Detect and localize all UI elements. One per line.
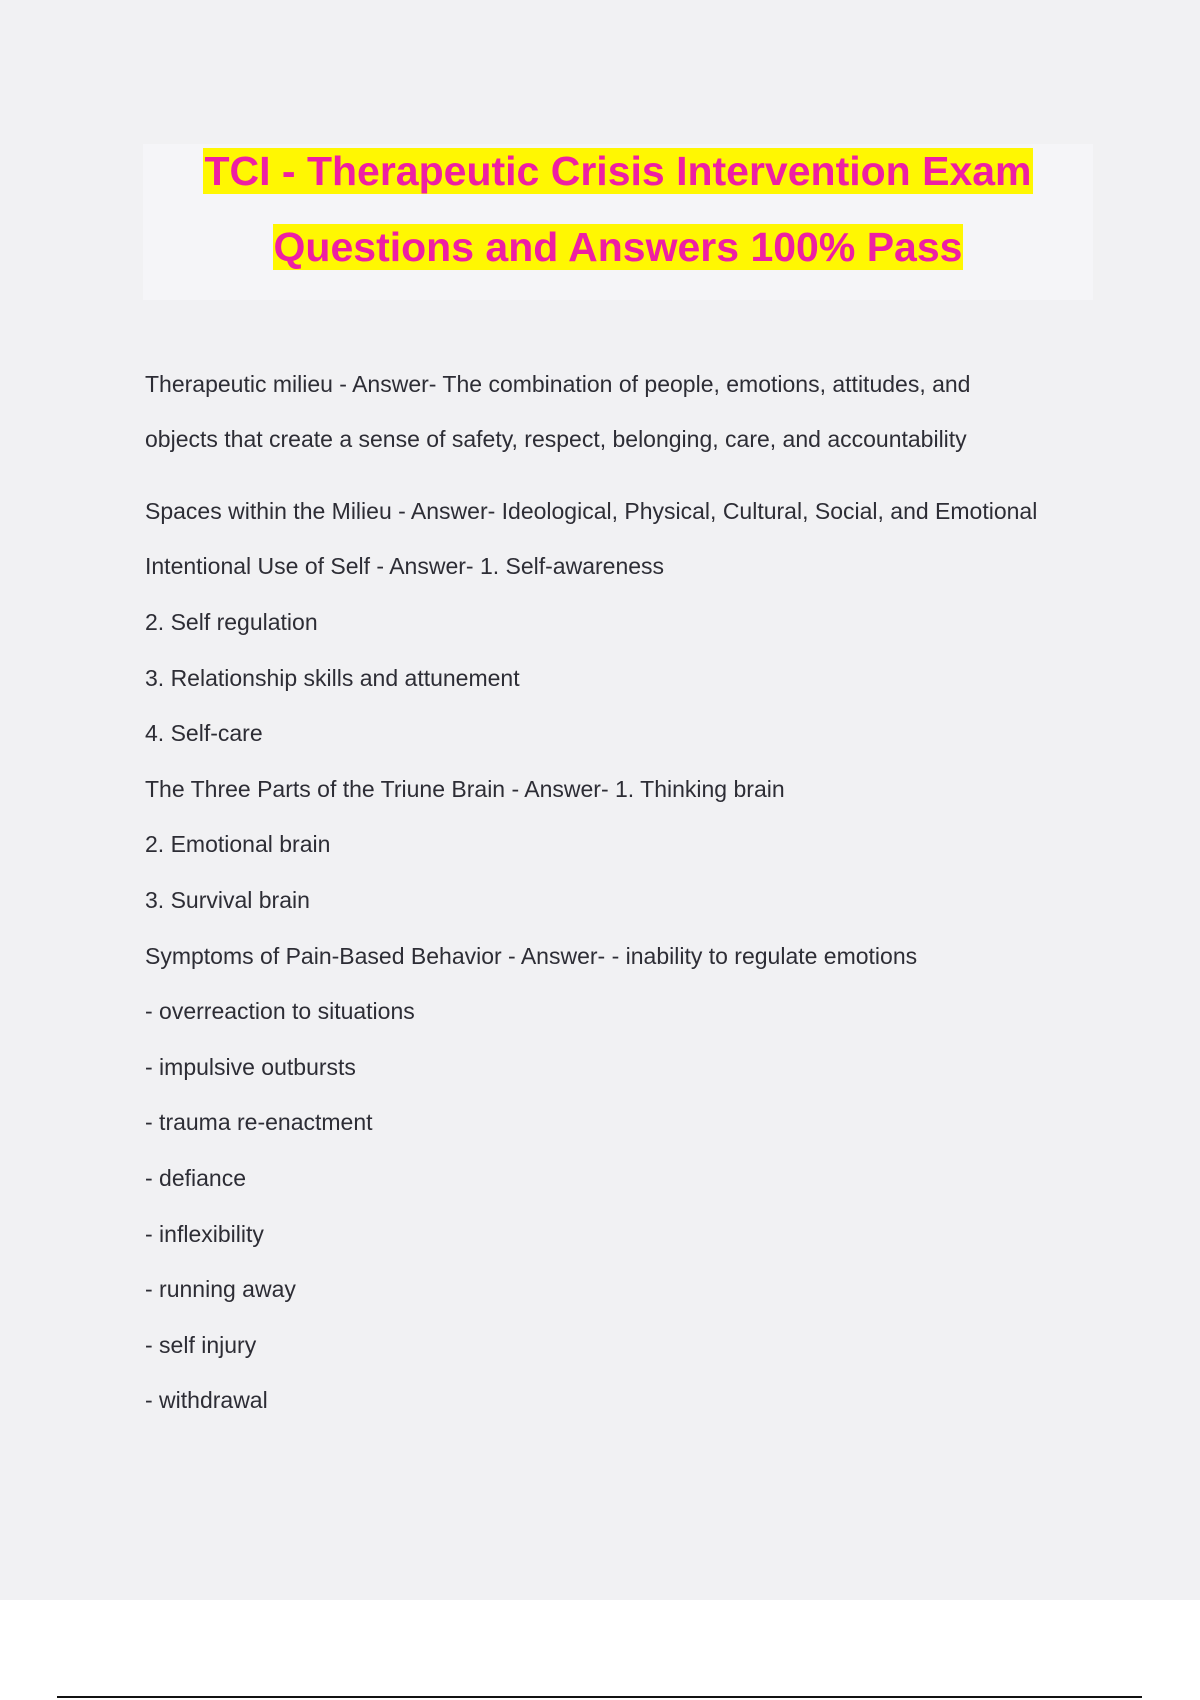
text-line: - impulsive outbursts [145, 1054, 356, 1080]
text-line: Therapeutic milieu - Answer- The combination of people, emotions, attitudes, and [145, 371, 971, 397]
text-line: - self injury [145, 1332, 257, 1358]
footer-divider [57, 1696, 1142, 1698]
text-line: The Three Parts of the Triune Brain - Answer- 1. Thinking brain [145, 776, 785, 802]
text-line: 2. Emotional brain [145, 831, 331, 857]
text-line: Intentional Use of Self - Answer- 1. Self-awareness [145, 553, 665, 579]
title-highlight-2: Questions and Answers 100% Pass [273, 224, 963, 270]
text-line: 4. Self-care [145, 720, 263, 746]
text-line: - running away [145, 1276, 296, 1302]
document-title-line-1 [143, 146, 1093, 196]
text-line: - overreaction to situations [145, 998, 415, 1024]
text-line: objects that create a sense of safety, respect, belonging, care, and accountability [145, 426, 967, 452]
page-footer [0, 1600, 1200, 1700]
text-line: 3. Relationship skills and attunement [145, 665, 520, 691]
text-line: 3. Survival brain [145, 887, 310, 913]
text-line: - inflexibility [145, 1221, 264, 1247]
text-line: - trauma re-enactment [145, 1109, 373, 1135]
text-line: Symptoms of Pain-Based Behavior - Answer- - inability to regulate emotions [145, 943, 918, 969]
text-line: - defiance [145, 1165, 247, 1191]
title-highlight-1: TCI - Therapeutic Crisis Intervention Exam [204, 148, 1032, 194]
document-title-line-2 [143, 222, 1093, 272]
text-line: Spaces within the Milieu - Answer- Ideological, Physical, Cultural, Social, and Emotional [145, 498, 1038, 524]
text-line: - withdrawal [145, 1387, 268, 1413]
text-line: 2. Self regulation [145, 609, 318, 635]
